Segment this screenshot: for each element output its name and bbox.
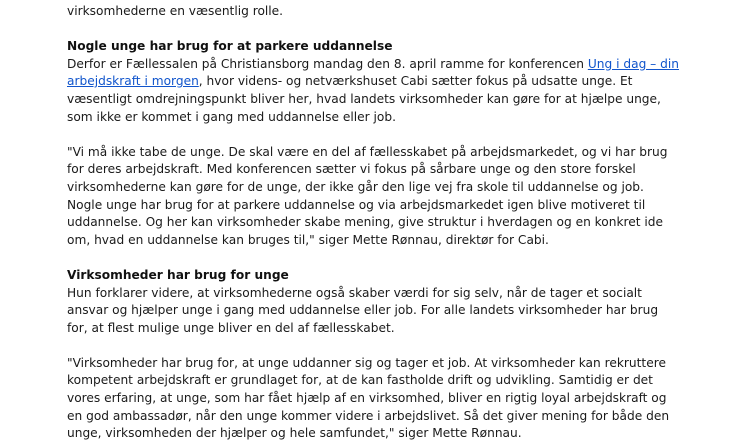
section1-paragraph bbox=[67, 56, 679, 126]
paragraph-spacer bbox=[67, 337, 679, 355]
section2-heading: Virksomheder har brug for unge bbox=[67, 267, 289, 282]
section2-paragraph: Hun forklarer videre, at virksomhederne også skaber værdi for sig selv, når de tager et socialt ansvar og hjælper unge i gang med uddannelse eller job. For alle landets virksomheder har brug for, at flest mulige unge bliver en del af fællesskabet. bbox=[67, 285, 659, 335]
conference-link[interactable]: Ung i dag – din arbejdskraft i morgen bbox=[67, 56, 679, 89]
section1-text-after-link: , hvor videns- og netværkshuset Cabi sætter fokus på udsatte unge. Et væsentligt omdrejningspunkt bliver her, hvad landets virksomheder kan gøre for at hjælpe unge, som ikke er kommet i gang med uddannelse eller job. bbox=[67, 74, 661, 124]
section1-heading: Nogle unge har brug for at parkere uddannelse bbox=[67, 39, 393, 54]
paragraph-spacer bbox=[67, 21, 679, 39]
intro-paragraph-tail: virksomhederne en væsentlig rolle. bbox=[67, 4, 284, 18]
section1-text-before-link: Derfor er Fællessalen på Christiansborg mandag den 8. april ramme for konferencen bbox=[67, 56, 588, 71]
document-body bbox=[67, 3, 679, 443]
section1-quote: "Vi må ikke tabe de unge. De skal være en del af fællesskabet på arbejdsmarkedet, og vi har brug for deres arbejdskraft. Med konferencen sætter vi fokus på sårbare unge og den store forskel virksomhederne kan gøre for de unge, der ikke går den lige vej fra skole til uddannelse og job. Nogle unge har brug for at parkere uddannelse og via arbejdsmarkedet igen blive motiveret til uddannelse. Og her kan virksomheder skabe mening, give struktur i hverdagen og en konkret ide om, hvad en uddannelse kan bruges til," siger Mette Rønnau, direktør for Cabi. bbox=[67, 144, 668, 247]
section2-quote: "Virksomheder har brug for, at unge uddanner sig og tager et job. At virksomheder kan rekruttere kompetent arbejdskraft er grundlaget for, at de kan fastholde drift og udvikling. Samtidig er det vores erfaring, at unge, som har fået hjælp af en virksomhed, bliver en rigtig loyal arbejdskraft og en god ambassadør, når den unge kommer videre i arbejdslivet. Så det giver mening for både den unge, virksomheden der hjælper og hele samfundet," siger Mette Rønnau. bbox=[67, 355, 670, 441]
paragraph-spacer bbox=[67, 126, 679, 144]
paragraph-spacer bbox=[67, 249, 679, 267]
